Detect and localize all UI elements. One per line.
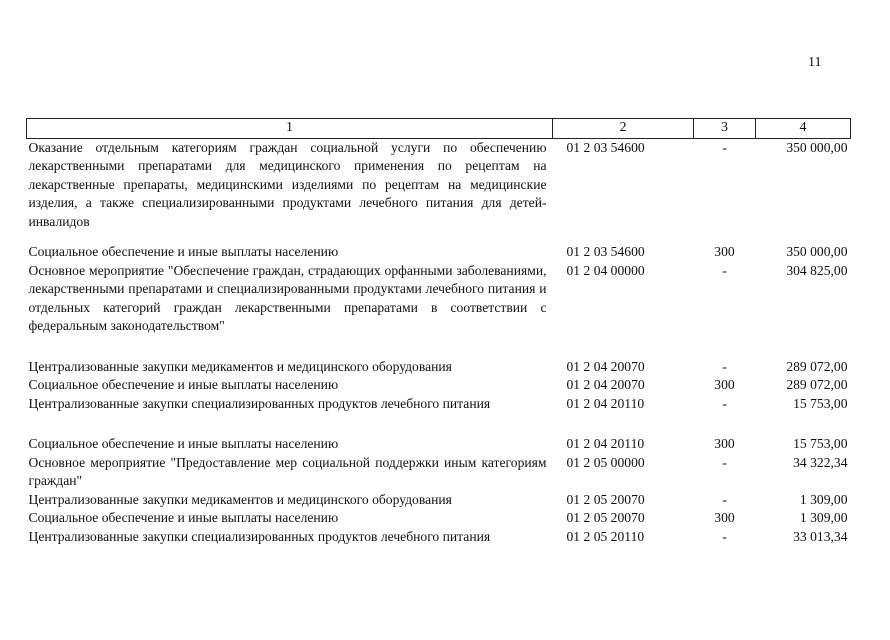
row-name: Социальное обеспечение и иные выплаты населению	[28, 436, 339, 451]
row-amount: 15 753,00	[793, 436, 848, 451]
row-amount: 1 309,00	[799, 510, 848, 525]
table-row	[27, 243, 851, 262]
row-type: 300	[714, 510, 735, 525]
row-amount: 350 000,00	[786, 244, 848, 259]
header-col-3: 3	[694, 119, 756, 139]
row-name: Централизованные закупки специализированных продуктов лечебного питания	[28, 528, 491, 544]
row-code: 01 2 04 20070	[566, 377, 645, 392]
row-type: -	[722, 454, 727, 470]
row-code: 01 2 04 00000	[566, 262, 645, 278]
table-row	[27, 358, 851, 377]
row-type: -	[722, 491, 727, 507]
row-name: Социальное обеспечение и иные выплаты населению	[28, 510, 339, 525]
header-col-2: 2	[553, 119, 694, 139]
row-type: 300	[714, 436, 735, 451]
table-row	[27, 262, 851, 358]
row-code: 01 2 05 00000	[566, 454, 645, 470]
row-type: -	[722, 358, 727, 374]
row-code: 01 2 04 20110	[566, 436, 645, 451]
row-amount: 304 825,00	[786, 262, 848, 278]
budget-table	[26, 118, 851, 546]
row-type: 300	[714, 377, 735, 392]
page-number: 11	[808, 55, 822, 70]
table-row	[27, 491, 851, 510]
row-code: 01 2 04 20070	[566, 358, 645, 374]
row-name: Основное мероприятие "Предоставление мер социальной поддержки иным категориям граждан"	[28, 454, 547, 488]
budget-table-container	[26, 118, 850, 546]
row-name: Социальное обеспечение и иные выплаты населению	[28, 244, 339, 259]
table-row	[27, 435, 851, 454]
row-type: -	[722, 262, 727, 278]
table-row	[27, 138, 851, 243]
table-row	[27, 454, 851, 491]
row-amount: 34 322,34	[793, 454, 848, 470]
row-type: 300	[714, 244, 735, 259]
table-row	[27, 509, 851, 528]
row-name: Централизованные закупки медикаментов и медицинского оборудования	[28, 358, 452, 374]
row-code: 01 2 05 20110	[566, 528, 645, 544]
row-amount: 289 072,00	[786, 358, 848, 374]
row-type: -	[722, 139, 727, 155]
row-code: 01 2 04 20110	[566, 395, 645, 411]
header-col-1: 1	[27, 119, 553, 139]
row-type: -	[722, 395, 727, 411]
row-code: 01 2 03 54600	[566, 139, 645, 155]
row-amount: 1 309,00	[799, 491, 848, 507]
table-row	[27, 376, 851, 395]
table-header-row	[27, 119, 851, 139]
row-code: 01 2 03 54600	[566, 244, 645, 259]
row-type: -	[722, 528, 727, 544]
row-amount: 350 000,00	[786, 139, 848, 155]
row-name: Централизованные закупки специализированных продуктов лечебного питания	[28, 395, 491, 411]
table-row	[27, 528, 851, 547]
row-code: 01 2 05 20070	[566, 510, 645, 525]
row-code: 01 2 05 20070	[566, 491, 645, 507]
row-name: Централизованные закупки медикаментов и медицинского оборудования	[28, 491, 452, 507]
row-amount: 15 753,00	[793, 395, 848, 411]
row-name: Основное мероприятие "Обеспечение граждан, страдающих орфанными заболеваниями, лекарственными препаратами и специализированными продуктами лечебного питания и отдельных категорий граждан лекарственными препаратами в соответствии с федеральным законодательством"	[28, 262, 547, 333]
row-name: Оказание отдельным категориям граждан социальной услуги по обеспечению лекарственными препаратами для медицинского применения по рецептам на лекарственные препараты, медицинскими изделиями по рецептам на медицинские изделия, а также специализированными продуктами лечебного питания для детей-инвалидов	[28, 139, 547, 229]
table-row	[27, 395, 851, 436]
row-amount: 289 072,00	[786, 377, 848, 392]
row-name: Социальное обеспечение и иные выплаты населению	[28, 377, 339, 392]
header-col-4: 4	[756, 119, 851, 139]
row-amount: 33 013,34	[793, 528, 848, 544]
